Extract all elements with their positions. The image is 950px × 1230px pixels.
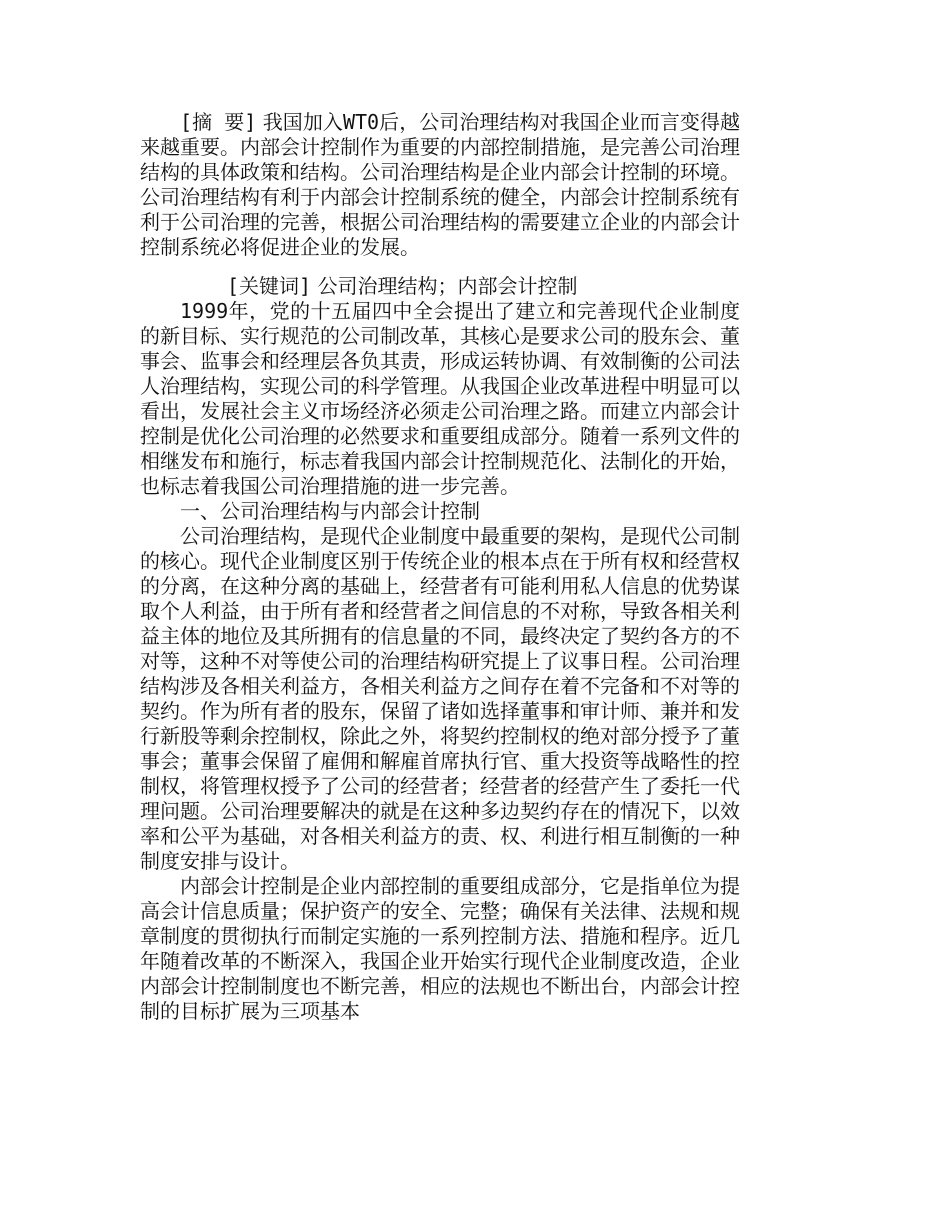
section-heading: 一、公司治理结构与内部会计控制 <box>180 499 480 523</box>
abstract-tag: [摘 要] <box>180 110 257 134</box>
abstract-text-rest: 后，公司治理结构对我国企业而言变得越来越重要。内部会计控制作为重要的内部控制措施，是完善公司治理结构的具体政策和结构。公司治理结构是企业内部会计控制的环境。公司治理结构有利于内部会计控制系统的健全，内部会计控制系统有利于公司治理的完善，根据公司治理结构的需要建立企业的内部会计控制系统必将促进企业的发展。 <box>140 110 741 259</box>
intro-year: 1999 <box>180 299 229 323</box>
abstract-paragraph <box>140 110 740 260</box>
keywords-line <box>140 274 740 299</box>
intro-text: 年，党的十五届四中全会提出了建立和完善现代企业制度的新目标、实行规范的公司制改革，其核心是要求公司的股东会、董事会、监事会和经理层各负其责，形成运转协调、有效制衡的公司法人治理结构，实现公司的科学管理。从我国企业改革进程中明显可以看出，发展社会主义市场经济必须走公司治理之路。而建立内部会计控制是优化公司治理的必然要求和重要组成部分。随着一系列文件的相继发布和施行，标志着我国内部会计控制规范化、法制化的开始，也标志着我国公司治理措施的进一步完善。 <box>140 299 740 498</box>
keywords-tag: [关键词] <box>227 274 312 298</box>
keywords-text: 公司治理结构；内部会计控制 <box>311 274 578 298</box>
intro-paragraph <box>140 299 740 499</box>
section1-paragraph-1: 公司治理结构，是现代企业制度中最重要的架构，是现代公司制的核心。现代企业制度区别于传统企业的根本点在于所有权和经营权的分离，在这种分离的基础上，经营者有可能利用私人信息的优势谋取个人利益，由于所有者和经营者之间信息的不对称，导致各相关利益主体的地位及其所拥有的信息量的不同，最终决定了契约各方的不对等，这种不对等使公司的治理结构研究提上了议事日程。公司治理结构涉及各相关利益方，各相关利益方之间存在着不完备和不对等的契约。作为所有者的股东，保留了诸如选择董事和审计师、兼并和发行新股等剩余控制权，除此之外，将契约控制权的绝对部分授予了董事会；董事会保留了雇佣和解雇首席执行官、重大投资等战略性的控制权，将管理权授予了公司的经营者；经营者的经营产生了委托一代理问题。公司治理要解决的就是在这种多边契约存在的情况下，以效率和公平为基础，对各相关利益方的责、权、利进行相互制衡的一种制度安排与设计。 <box>140 524 740 873</box>
wto-code: WT0 <box>342 110 380 134</box>
abstract-text-start: 我国加入 <box>256 110 343 134</box>
section1-paragraph-2: 内部会计控制是企业内部控制的重要组成部分，它是指单位为提高会计信息质量；保护资产的安全、完整；确保有关法律、法规和规章制度的贯彻执行而制定实施的一系列控制方法、措施和程序。近几年随着改革的不断深入，我国企业开始实行现代企业制度改造，企业内部会计控制制度也不断完善，相应的法规也不断出台，内部会计控制的目标扩展为三项基本 <box>140 874 740 1023</box>
document-body <box>140 110 740 1024</box>
